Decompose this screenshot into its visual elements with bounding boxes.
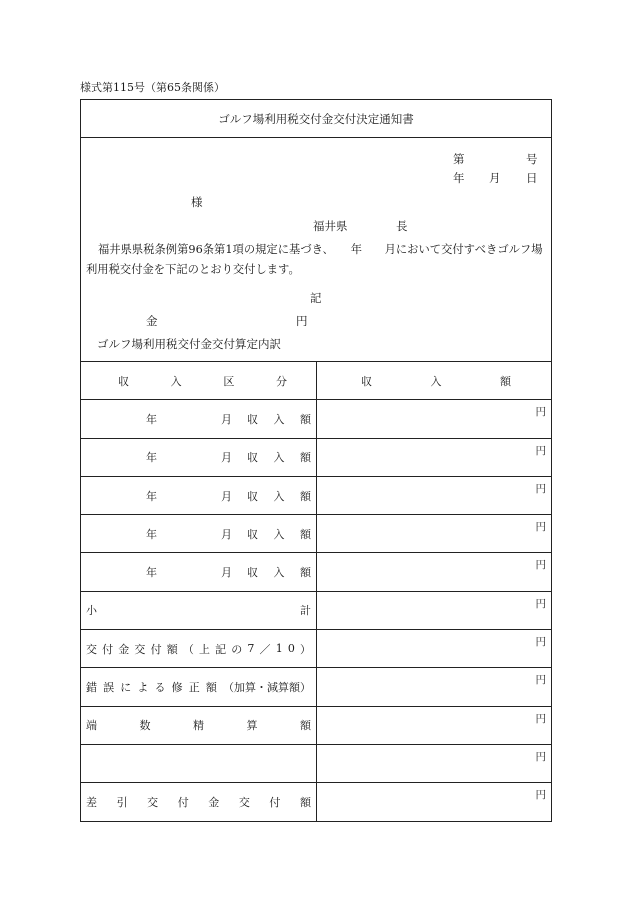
table-header-row <box>81 362 552 400</box>
amount-cell[interactable]: 円 <box>317 744 552 782</box>
amount-cell[interactable]: 円 <box>317 438 552 476</box>
amount-cell[interactable]: 円 <box>317 668 552 706</box>
notice-form <box>80 99 552 822</box>
number-suffix: 号 <box>526 152 538 166</box>
amount-unit: 円 <box>296 314 308 328</box>
date-year: 年 <box>453 171 465 185</box>
number-prefix: 第 <box>453 152 465 166</box>
header-amount: 収 入 額 <box>317 362 552 400</box>
table-row: 年 月 収 入 額 円 <box>81 515 552 553</box>
amount-cell[interactable]: 円 <box>317 515 552 553</box>
amount-cell[interactable]: 円 <box>317 476 552 514</box>
table-row: 年 月 収 入 額 円 <box>81 553 552 591</box>
amount-cell[interactable]: 円 <box>317 553 552 591</box>
blank-category-cell[interactable] <box>81 744 317 782</box>
ki-mark: 記 <box>310 291 322 305</box>
amount-cell[interactable]: 円 <box>317 591 552 629</box>
notice-section <box>81 138 551 361</box>
form-title: ゴルフ場利用税交付金交付決定通知書 <box>81 100 551 138</box>
issuer: 福井県 <box>313 219 348 233</box>
amount-cell[interactable]: 円 <box>317 630 552 668</box>
grant-amount-row: 交 付 金 交 付 額 （ 上 記 の 7 ／ 1 0 ） 円 <box>81 630 552 668</box>
body-text: 福井県県税条例第96条第1項の規定に基づき、 年 月において交付すべきゴルフ場利用税交付金を下記のとおり交付します。 <box>86 243 543 276</box>
breakdown-title: ゴルフ場利用税交付金交付算定内訳 <box>97 337 281 351</box>
rounding-row: 端 数 精 算 額 円 <box>81 706 552 744</box>
addressee-suffix: 様 <box>191 195 203 209</box>
net-grant-row: 差 引 交 付 金 交 付 額 円 <box>81 783 552 821</box>
amount-label: 金 <box>146 314 158 328</box>
issuer-title: 長 <box>396 219 408 233</box>
form-number: 様式第115号（第65条関係） <box>80 81 225 94</box>
table-row: 年 月 収 入 額 円 <box>81 400 552 438</box>
header-category: 収 入 区 分 <box>81 362 317 400</box>
amount-cell[interactable]: 円 <box>317 400 552 438</box>
date-month: 月 <box>489 171 501 185</box>
date-day: 日 <box>526 171 538 185</box>
amount-cell[interactable]: 円 <box>317 706 552 744</box>
table-row: 年 月 収 入 額 円 <box>81 438 552 476</box>
breakdown-table <box>80 361 552 822</box>
amount-cell[interactable]: 円 <box>317 783 552 821</box>
blank-row <box>81 744 552 782</box>
correction-row: 錯 誤 に よ る 修 正 額 （加算・減算額） 円 <box>81 668 552 706</box>
table-row: 年 月 収 入 額 円 <box>81 476 552 514</box>
subtotal-row: 小 計 円 <box>81 591 552 629</box>
